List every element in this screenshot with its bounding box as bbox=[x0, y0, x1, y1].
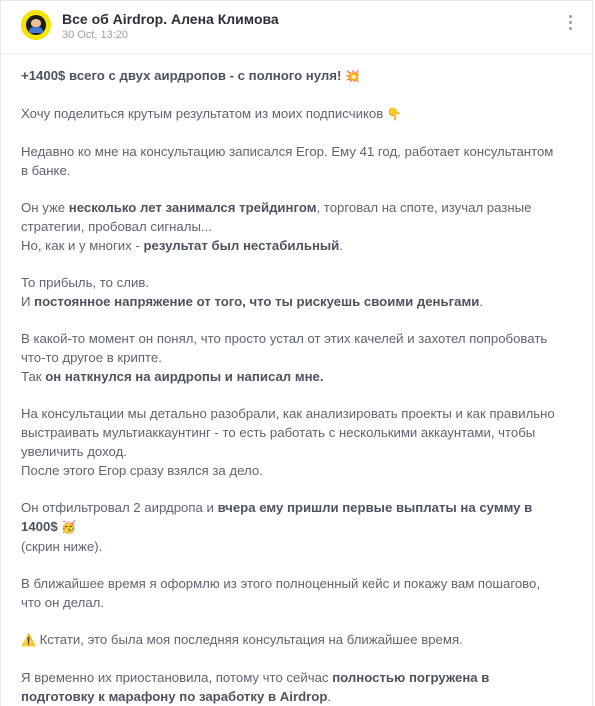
paragraph: ⚠️ Кстати, это была моя последняя консультация на ближайшее время. bbox=[21, 632, 463, 647]
channel-avatar[interactable] bbox=[21, 10, 51, 40]
pointing-down-emoji-icon: 👇 bbox=[386, 107, 402, 121]
post-headline: +1400$ всего с двух аирдропов - с полного нуля! 💥 bbox=[21, 68, 360, 83]
paragraph: Недавно ко мне на консультацию записался Егор. Ему 41 год, работает консультантом в банке. bbox=[21, 144, 554, 178]
post-header bbox=[1, 1, 592, 54]
paragraph: Я временно их приостановила, потому что сейчас полностью погружена в подготовку к марафону по заработку в Airdrop. bbox=[21, 670, 490, 704]
channel-title[interactable]: Все об Airdrop. Алена Климова bbox=[62, 11, 279, 27]
warning-emoji-icon: ⚠️ bbox=[21, 633, 36, 647]
paragraph: На консультации мы детально разобрали, как анализировать проекты и как правильно выстраивать мультиаккаунтинг - то есть работать с несколькими аккаунтами, чтобы увеличить доход. После этого Егор сразу взялся за дело. bbox=[21, 406, 555, 478]
collision-emoji-icon: 💥 bbox=[345, 69, 360, 83]
post-date: 30 Oct, 13:20 bbox=[62, 29, 129, 41]
post-body bbox=[1, 54, 592, 706]
paragraph: Он уже несколько лет занимался трейдингом, торговал на споте, изучал разные стратегии, пробовал сигналы... Но, как и у многих - результат был нестабильный. bbox=[21, 200, 532, 253]
kebab-menu-icon[interactable] bbox=[566, 15, 574, 35]
paragraph: То прибыль, то слив. И постоянное напряжение от того, что ты рискуешь своими деньгами. bbox=[21, 275, 483, 309]
paragraph: Он отфильтровал 2 аирдропа и вчера ему пришли первые выплаты на сумму в 1400$ 🥳 (скрин ниже). bbox=[21, 500, 533, 554]
party-face-emoji-icon: 🥳 bbox=[61, 520, 77, 534]
paragraph: В какой-то момент он понял, что просто устал от этих качелей и захотел попробовать что-то другое в крипте. Так он наткнулся на аирдропы и написал мне. bbox=[21, 331, 548, 384]
paragraph: Хочу поделиться крутым результатом из моих подписчиков 👇 bbox=[21, 106, 402, 121]
paragraph: В ближайшее время я оформлю из этого полноценный кейс и покажу вам пошагово, что он делал. bbox=[21, 576, 541, 610]
